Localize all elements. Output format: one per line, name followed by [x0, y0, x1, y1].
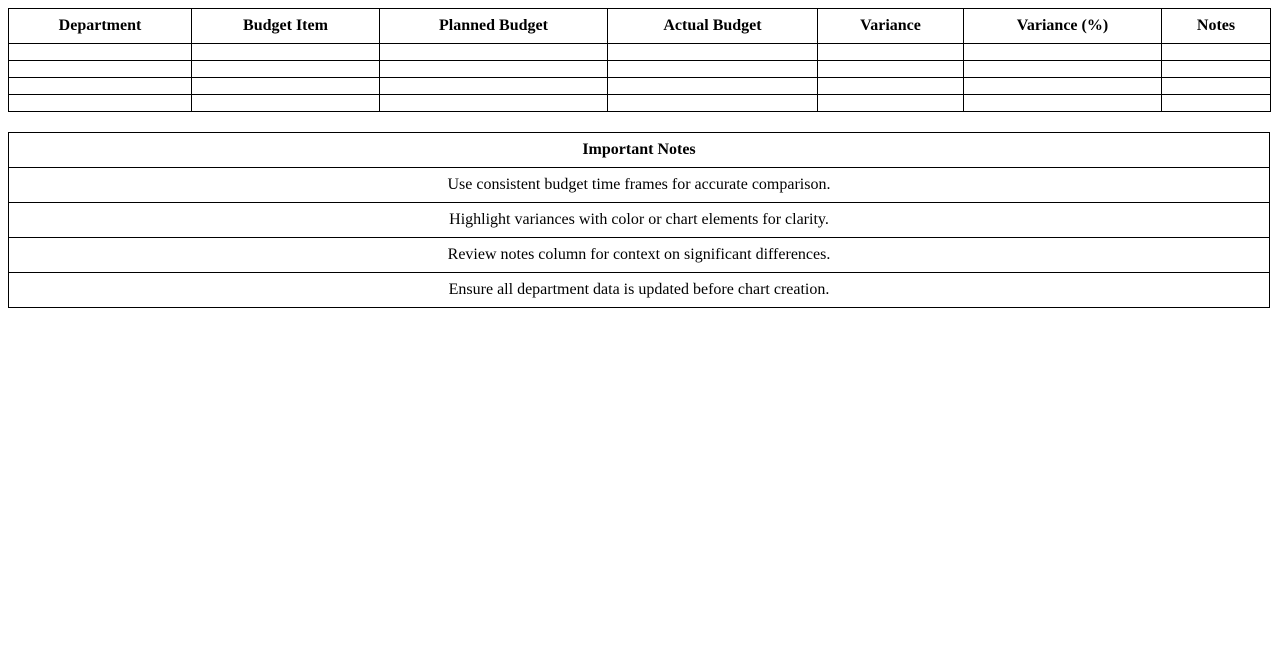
table-row	[9, 95, 1271, 112]
table-cell[interactable]	[964, 95, 1162, 112]
table-cell[interactable]	[9, 78, 192, 95]
table-cell[interactable]	[192, 61, 380, 78]
table-cell[interactable]	[608, 95, 818, 112]
table-cell[interactable]	[964, 78, 1162, 95]
table-cell[interactable]	[818, 44, 964, 61]
note-row	[9, 273, 1270, 308]
notes-title: Important Notes	[9, 133, 1270, 168]
table-cell[interactable]	[608, 44, 818, 61]
table-cell[interactable]	[964, 44, 1162, 61]
table-cell[interactable]	[818, 61, 964, 78]
table-cell[interactable]	[9, 44, 192, 61]
table-cell[interactable]	[380, 78, 608, 95]
note-row	[9, 238, 1270, 273]
table-cell[interactable]	[380, 44, 608, 61]
table-cell[interactable]	[818, 78, 964, 95]
note-item: Ensure all department data is updated before chart creation.	[9, 273, 1270, 308]
column-header-variance: Variance	[818, 9, 964, 44]
table-row	[9, 44, 1271, 61]
table-cell[interactable]	[1162, 61, 1271, 78]
table-cell[interactable]	[964, 61, 1162, 78]
notes-header-row	[9, 133, 1270, 168]
table-header-row	[9, 9, 1271, 44]
note-item: Highlight variances with color or chart elements for clarity.	[9, 203, 1270, 238]
table-cell[interactable]	[192, 95, 380, 112]
table-cell[interactable]	[380, 95, 608, 112]
note-row	[9, 203, 1270, 238]
note-item: Review notes column for context on significant differences.	[9, 238, 1270, 273]
column-header-actual-budget: Actual Budget	[608, 9, 818, 44]
note-item: Use consistent budget time frames for accurate comparison.	[9, 168, 1270, 203]
table-cell[interactable]	[608, 61, 818, 78]
table-row	[9, 61, 1271, 78]
column-header-budget-item: Budget Item	[192, 9, 380, 44]
table-cell[interactable]	[192, 44, 380, 61]
column-header-department: Department	[9, 9, 192, 44]
table-cell[interactable]	[1162, 78, 1271, 95]
column-header-planned-budget: Planned Budget	[380, 9, 608, 44]
table-cell[interactable]	[608, 78, 818, 95]
table-cell[interactable]	[1162, 95, 1271, 112]
note-row	[9, 168, 1270, 203]
table-cell[interactable]	[1162, 44, 1271, 61]
table-cell[interactable]	[380, 61, 608, 78]
column-header-variance-percent: Variance (%)	[964, 9, 1162, 44]
table-row	[9, 78, 1271, 95]
table-cell[interactable]	[818, 95, 964, 112]
column-header-notes: Notes	[1162, 9, 1271, 44]
important-notes-table	[8, 132, 1270, 308]
budget-table	[8, 8, 1271, 112]
table-cell[interactable]	[9, 95, 192, 112]
table-cell[interactable]	[192, 78, 380, 95]
table-cell[interactable]	[9, 61, 192, 78]
